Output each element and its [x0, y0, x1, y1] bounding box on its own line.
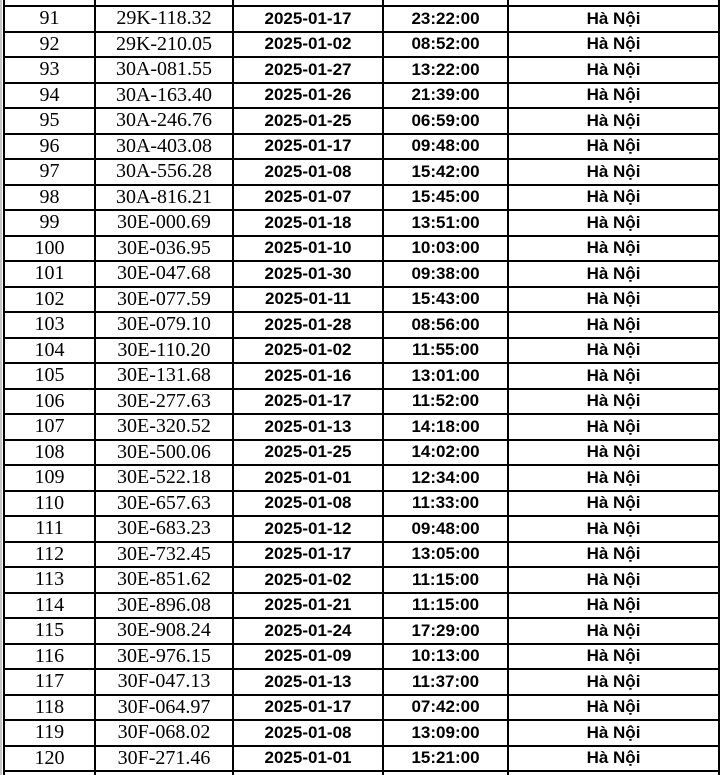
cell-plate: 30F-047.13: [95, 669, 233, 695]
partial-row-bottom: [4, 771, 719, 775]
cell-date: 2025-01-17: [233, 695, 383, 721]
cell-date: 2025-01-30: [233, 261, 383, 287]
cell-time: 11:33:00: [383, 491, 508, 517]
cell-city: Hà Nội: [508, 6, 719, 32]
table-row: [4, 695, 719, 721]
cell-index: 107: [4, 414, 95, 440]
table-row: [4, 389, 719, 415]
cell-date: 2025-01-18: [233, 210, 383, 236]
table-row: [4, 108, 719, 134]
cell-time: 09:48:00: [383, 134, 508, 160]
cell-index: 96: [4, 134, 95, 160]
cell-time: 09:48:00: [383, 516, 508, 542]
cell-date: 2025-01-25: [233, 108, 383, 134]
partial-cell: [233, 771, 383, 775]
cell-date: 2025-01-21: [233, 593, 383, 619]
cell-plate: 30E-079.10: [95, 312, 233, 338]
cell-date: 2025-01-13: [233, 669, 383, 695]
cell-city: Hà Nội: [508, 465, 719, 491]
table-row: [4, 32, 719, 58]
table-row: [4, 159, 719, 185]
violation-table: [3, 0, 720, 775]
cell-plate: 30E-908.24: [95, 618, 233, 644]
cell-time: 13:05:00: [383, 542, 508, 568]
cell-date: 2025-01-10: [233, 236, 383, 262]
cell-date: 2025-01-17: [233, 389, 383, 415]
cell-time: 13:01:00: [383, 363, 508, 389]
cell-index: 120: [4, 746, 95, 772]
cell-index: 95: [4, 108, 95, 134]
cell-date: 2025-01-08: [233, 491, 383, 517]
cell-time: 11:52:00: [383, 389, 508, 415]
cell-city: Hà Nội: [508, 644, 719, 670]
cell-date: 2025-01-08: [233, 159, 383, 185]
table-row: [4, 287, 719, 313]
partial-cell: [95, 771, 233, 775]
cell-index: 114: [4, 593, 95, 619]
cell-plate: 30E-976.15: [95, 644, 233, 670]
cell-city: Hà Nội: [508, 236, 719, 262]
cell-city: Hà Nội: [508, 338, 719, 364]
cell-time: 11:37:00: [383, 669, 508, 695]
cell-plate: 30A-816.21: [95, 185, 233, 211]
cell-date: 2025-01-17: [233, 134, 383, 160]
cell-date: 2025-01-17: [233, 542, 383, 568]
cell-index: 91: [4, 6, 95, 32]
cell-city: Hà Nội: [508, 134, 719, 160]
cell-time: 11:15:00: [383, 567, 508, 593]
cell-index: 118: [4, 695, 95, 721]
cell-time: 15:21:00: [383, 746, 508, 772]
cell-plate: 30F-271.46: [95, 746, 233, 772]
cell-date: 2025-01-26: [233, 83, 383, 109]
cell-time: 11:55:00: [383, 338, 508, 364]
table-row: [4, 236, 719, 262]
table-row: [4, 6, 719, 32]
cell-date: 2025-01-17: [233, 6, 383, 32]
table-row: [4, 593, 719, 619]
table-row: [4, 57, 719, 83]
cell-index: 106: [4, 389, 95, 415]
cell-city: Hà Nội: [508, 312, 719, 338]
cell-time: 23:22:00: [383, 6, 508, 32]
cell-time: 14:18:00: [383, 414, 508, 440]
cell-plate: 30E-131.68: [95, 363, 233, 389]
cell-date: 2025-01-13: [233, 414, 383, 440]
cell-plate: 30E-277.63: [95, 389, 233, 415]
table-row: [4, 516, 719, 542]
cell-date: 2025-01-08: [233, 720, 383, 746]
cell-city: Hà Nội: [508, 746, 719, 772]
cell-index: 94: [4, 83, 95, 109]
cell-time: 08:56:00: [383, 312, 508, 338]
table-row: [4, 440, 719, 466]
cell-plate: 30E-110.20: [95, 338, 233, 364]
cell-date: 2025-01-02: [233, 338, 383, 364]
cell-time: 10:13:00: [383, 644, 508, 670]
cell-index: 108: [4, 440, 95, 466]
table-row: [4, 618, 719, 644]
cell-date: 2025-01-02: [233, 567, 383, 593]
cell-city: Hà Nội: [508, 593, 719, 619]
cell-index: 104: [4, 338, 95, 364]
cell-plate: 30E-047.68: [95, 261, 233, 287]
cell-date: 2025-01-07: [233, 185, 383, 211]
cell-plate: 30A-403.08: [95, 134, 233, 160]
cell-plate: 30A-556.28: [95, 159, 233, 185]
cell-date: 2025-01-11: [233, 287, 383, 313]
cell-index: 117: [4, 669, 95, 695]
cell-plate: 30E-896.08: [95, 593, 233, 619]
cell-plate: 30E-657.63: [95, 491, 233, 517]
cell-index: 97: [4, 159, 95, 185]
cell-date: 2025-01-25: [233, 440, 383, 466]
table-row: [4, 542, 719, 568]
cell-index: 115: [4, 618, 95, 644]
cell-time: 21:39:00: [383, 83, 508, 109]
cell-plate: 30F-064.97: [95, 695, 233, 721]
table-row: [4, 338, 719, 364]
cell-city: Hà Nội: [508, 389, 719, 415]
cell-city: Hà Nội: [508, 542, 719, 568]
cell-plate: 30A-081.55: [95, 57, 233, 83]
cell-time: 15:43:00: [383, 287, 508, 313]
cell-city: Hà Nội: [508, 695, 719, 721]
cell-plate: 30E-036.95: [95, 236, 233, 262]
left-edge-line: [0, 0, 2, 775]
cell-time: 07:42:00: [383, 695, 508, 721]
cell-city: Hà Nội: [508, 567, 719, 593]
cell-plate: 30E-077.59: [95, 287, 233, 313]
cell-city: Hà Nội: [508, 108, 719, 134]
table-row: [4, 134, 719, 160]
cell-date: 2025-01-09: [233, 644, 383, 670]
table-row: [4, 720, 719, 746]
partial-cell: [383, 771, 508, 775]
table-row: [4, 261, 719, 287]
cell-city: Hà Nội: [508, 287, 719, 313]
cell-time: 14:02:00: [383, 440, 508, 466]
cell-city: Hà Nội: [508, 414, 719, 440]
cell-date: 2025-01-28: [233, 312, 383, 338]
cell-plate: 30E-500.06: [95, 440, 233, 466]
cell-plate: 30E-851.62: [95, 567, 233, 593]
cell-date: 2025-01-27: [233, 57, 383, 83]
partial-cell: [4, 771, 95, 775]
cell-index: 113: [4, 567, 95, 593]
cell-time: 06:59:00: [383, 108, 508, 134]
table-row: [4, 669, 719, 695]
table-row: [4, 312, 719, 338]
table-row: [4, 83, 719, 109]
cell-city: Hà Nội: [508, 210, 719, 236]
cell-city: Hà Nội: [508, 57, 719, 83]
table-row: [4, 210, 719, 236]
cell-index: 112: [4, 542, 95, 568]
cell-index: 105: [4, 363, 95, 389]
cell-plate: 30E-522.18: [95, 465, 233, 491]
cell-index: 103: [4, 312, 95, 338]
cell-city: Hà Nội: [508, 261, 719, 287]
cell-index: 119: [4, 720, 95, 746]
cell-time: 09:38:00: [383, 261, 508, 287]
table-row: [4, 491, 719, 517]
partial-cell: [508, 771, 719, 775]
cell-city: Hà Nội: [508, 32, 719, 58]
cell-city: Hà Nội: [508, 491, 719, 517]
cell-index: 93: [4, 57, 95, 83]
cell-index: 99: [4, 210, 95, 236]
cell-plate: 30E-000.69: [95, 210, 233, 236]
cell-date: 2025-01-16: [233, 363, 383, 389]
cell-date: 2025-01-24: [233, 618, 383, 644]
cell-time: 15:42:00: [383, 159, 508, 185]
cell-time: 08:52:00: [383, 32, 508, 58]
cell-time: 13:22:00: [383, 57, 508, 83]
cell-date: 2025-01-12: [233, 516, 383, 542]
cell-city: Hà Nội: [508, 83, 719, 109]
table-row: [4, 363, 719, 389]
cell-index: 101: [4, 261, 95, 287]
cell-plate: 29K-210.05: [95, 32, 233, 58]
cell-plate: 30A-163.40: [95, 83, 233, 109]
cell-index: 110: [4, 491, 95, 517]
cell-city: Hà Nội: [508, 516, 719, 542]
table-row: [4, 414, 719, 440]
cell-city: Hà Nội: [508, 363, 719, 389]
cell-plate: 30E-320.52: [95, 414, 233, 440]
cell-plate: 30F-068.02: [95, 720, 233, 746]
cell-index: 116: [4, 644, 95, 670]
cell-plate: 30E-732.45: [95, 542, 233, 568]
cell-plate: 30E-683.23: [95, 516, 233, 542]
cell-city: Hà Nội: [508, 669, 719, 695]
cell-city: Hà Nội: [508, 720, 719, 746]
cell-index: 98: [4, 185, 95, 211]
cell-city: Hà Nội: [508, 185, 719, 211]
cell-city: Hà Nội: [508, 159, 719, 185]
cell-plate: 29K-118.32: [95, 6, 233, 32]
cell-time: 12:34:00: [383, 465, 508, 491]
cell-city: Hà Nội: [508, 440, 719, 466]
table-row: [4, 185, 719, 211]
cell-time: 13:51:00: [383, 210, 508, 236]
cell-date: 2025-01-01: [233, 465, 383, 491]
table-row: [4, 465, 719, 491]
cell-index: 92: [4, 32, 95, 58]
cell-date: 2025-01-01: [233, 746, 383, 772]
table-body: [4, 0, 719, 775]
cell-index: 100: [4, 236, 95, 262]
cell-index: 111: [4, 516, 95, 542]
table-row: [4, 567, 719, 593]
cell-date: 2025-01-02: [233, 32, 383, 58]
table-row: [4, 746, 719, 772]
table-row: [4, 644, 719, 670]
cell-plate: 30A-246.76: [95, 108, 233, 134]
cell-time: 13:09:00: [383, 720, 508, 746]
cell-city: Hà Nội: [508, 618, 719, 644]
cell-time: 15:45:00: [383, 185, 508, 211]
cell-index: 109: [4, 465, 95, 491]
cell-time: 10:03:00: [383, 236, 508, 262]
cell-index: 102: [4, 287, 95, 313]
cell-time: 11:15:00: [383, 593, 508, 619]
cell-time: 17:29:00: [383, 618, 508, 644]
